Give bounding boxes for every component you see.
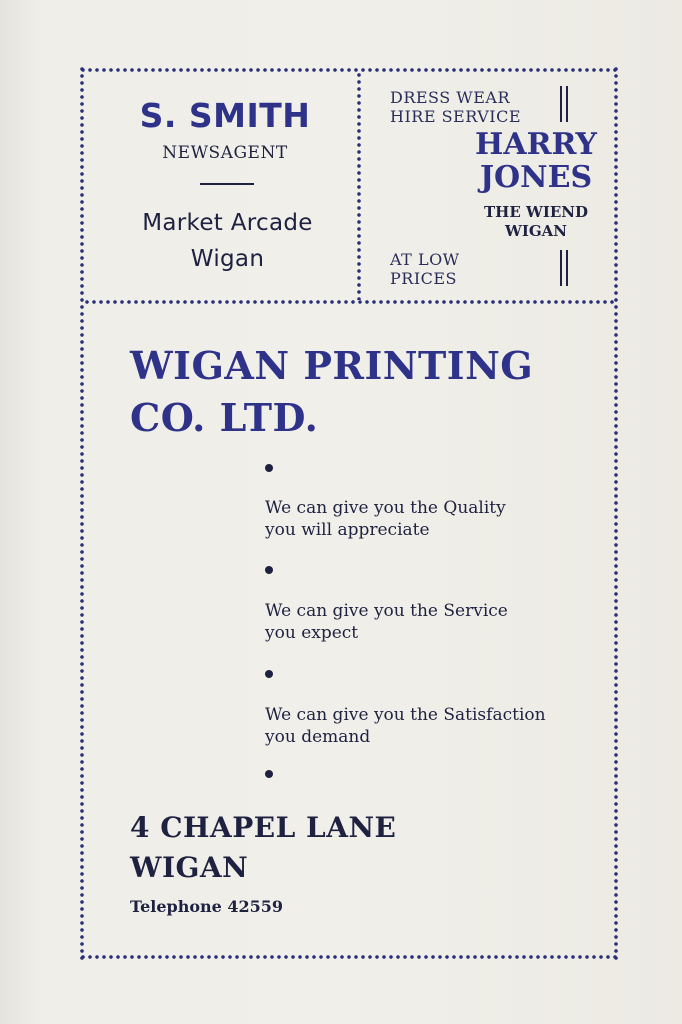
jones-name-line1: HARRY	[475, 127, 597, 162]
jones-bar-top-1	[560, 86, 562, 122]
printing-name-line2: CO. LTD.	[130, 395, 319, 440]
printing-address	[130, 808, 396, 888]
jones-prices-line2: PRICES	[390, 269, 458, 288]
bullet-dot	[265, 770, 273, 778]
smith-rule	[200, 183, 254, 185]
quality-line1: We can give you the Quality	[265, 498, 506, 518]
jones-name-line2: JONES	[479, 160, 593, 195]
quality-line2: you will appreciate	[265, 520, 430, 540]
smith-trade: NEWSAGENT	[162, 143, 288, 163]
printing-address-line1: 4 CHAPEL LANE	[130, 811, 397, 844]
jones-address-line2: WIGAN	[504, 222, 568, 240]
border-bottom	[80, 953, 620, 961]
printing-company-name	[130, 340, 533, 444]
border-top	[80, 66, 620, 74]
printing-name-line1: WIGAN PRINTING	[130, 343, 534, 388]
quality-statement	[265, 497, 506, 541]
jones-prices-line1: AT LOW	[390, 250, 460, 269]
border-left	[78, 66, 86, 961]
jones-bar-top-2	[566, 86, 568, 122]
smith-address	[90, 205, 365, 277]
satisfaction-line2: you demand	[265, 727, 371, 747]
service-line1: We can give you the Service	[265, 601, 508, 621]
jones-tagline-line1: DRESS WEAR	[390, 88, 511, 107]
jones-name	[466, 128, 606, 194]
service-line2: you expect	[265, 623, 359, 643]
smith-address-line1: Market Arcade	[142, 210, 313, 236]
satisfaction-statement	[265, 704, 546, 748]
printing-telephone: Telephone 42559	[130, 897, 284, 916]
smith-name: S. SMITH	[139, 96, 311, 135]
divider-horizontal	[84, 298, 614, 306]
jones-address	[466, 203, 606, 241]
jones-bar-bottom-1	[560, 250, 562, 286]
jones-tagline-line2: HIRE SERVICE	[390, 107, 521, 126]
bullet-dot	[265, 670, 273, 678]
bullet-dot	[265, 566, 273, 574]
border-right	[612, 66, 620, 961]
jones-bar-bottom-2	[566, 250, 568, 286]
service-statement	[265, 600, 508, 644]
smith-address-line2: Wigan	[190, 246, 265, 272]
jones-tagline	[390, 88, 521, 126]
jones-address-line1: THE WIEND	[483, 203, 588, 221]
jones-prices	[390, 250, 460, 288]
printing-address-line2: WIGAN	[130, 851, 249, 884]
satisfaction-line1: We can give you the Satisfaction	[265, 705, 546, 725]
bullet-dot	[265, 464, 273, 472]
